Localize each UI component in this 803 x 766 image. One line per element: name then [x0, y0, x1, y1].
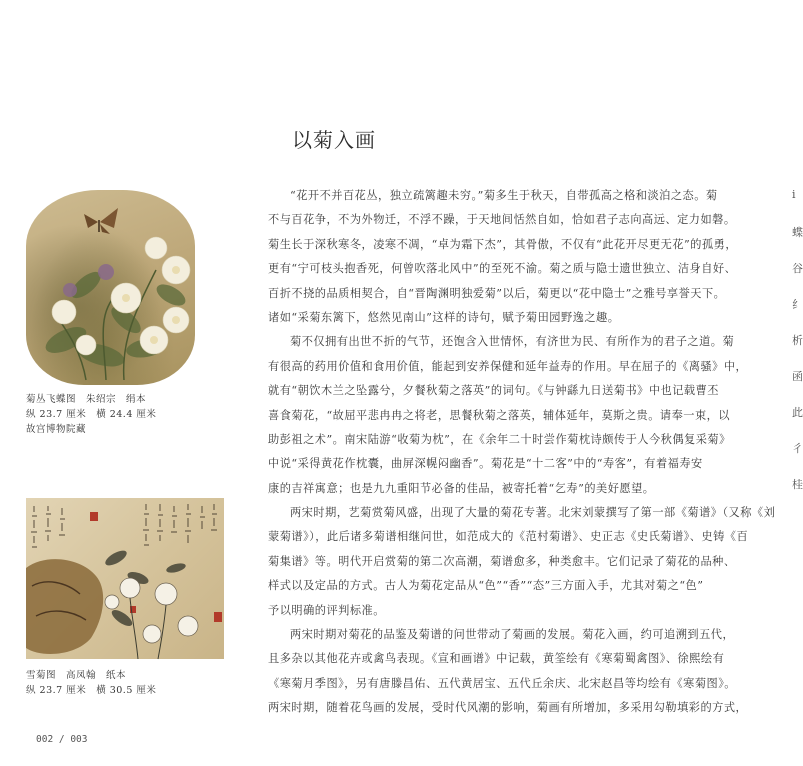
figure-caption — [26, 668, 156, 698]
text-line: 不与百花争，不为外物迁，不浮不躁，于天地间恬然自如，恰如君子志向高远、定力如磐。 — [268, 213, 736, 227]
edge-glyph: 桂 — [792, 478, 803, 491]
text-line: 两宋时期，艺菊赏菊风盛，出现了大量的菊花专著。北宋刘蒙撰写了第一部《菊谱》（又称《刘 — [290, 506, 776, 520]
text-line: 康的吉祥寓意；也是九九重阳节必备的佳品，被寄托着“乞寿”的美好愿望。 — [268, 481, 655, 495]
chrysanthemum-butterfly-painting — [26, 190, 195, 385]
caption-line: 菊丛飞蝶图 朱绍宗 绢本 — [26, 394, 147, 405]
edge-glyph: i — [792, 188, 796, 201]
text-line: 百折不挠的品质相契合，自“晋陶渊明独爱菊”以后，菊更以“花中隐士”之雅号享誉天下。 — [268, 286, 726, 300]
caption-line: 纵 23.7 厘米 横 30.5 厘米 — [26, 685, 157, 696]
figure-caption — [26, 392, 156, 437]
next-page-edge — [792, 188, 803, 668]
paragraph — [268, 623, 746, 721]
text-line: 且多杂以其他花卉或禽鸟表现。《宣和画谱》中记载，黄筌绘有《寒菊蜀禽图》、徐熙绘有 — [268, 652, 725, 666]
painting-artwork — [26, 190, 195, 385]
paragraph — [268, 330, 746, 501]
text-line: 助彭祖之术”。南宋陆游“收菊为枕”，在《余年二十时尝作菊枕诗颇传于人今秋偶复采菊》 — [268, 432, 731, 446]
text-line: 更有“宁可枝头抱香死，何曾吹落北风中”的至死不渝。菊之质与隐士遗世独立、洁身自好、 — [268, 262, 737, 276]
paragraph — [268, 501, 776, 623]
edge-glyph: 谷 — [792, 262, 803, 275]
edge-glyph: 纟 — [792, 298, 803, 311]
text-line: 就有“朝饮木兰之坠露兮，夕餐秋菊之落英”的词句。《与钟繇九日送菊书》中也记载曹丕 — [268, 384, 719, 398]
page-title: 以菊入画 — [292, 128, 376, 152]
paragraph — [268, 184, 746, 330]
text-line: 菊生长于深秋寒冬，凌寒不凋，“卓为霜下杰”，其骨傲，不仅有“此花开尽更无花”的孤勇， — [268, 237, 738, 251]
edge-glyph: 彳 — [792, 442, 803, 455]
text-line: 中说“采得黄花作枕囊，曲屏深幌闷幽香”。菊花是“十二客”中的“寿客”，有着福寿安 — [268, 457, 703, 471]
text-line: 《寒菊月季图》，另有唐滕昌佑、五代黄居宝、五代丘余庆、北宋赵昌等均绘有《寒菊图》。 — [268, 676, 736, 690]
article-body — [268, 184, 776, 721]
text-line: 菊集谱》等。明代开启赏菊的第二次高潮，菊谱愈多，种类愈丰。它们记录了菊花的品种、 — [268, 554, 736, 568]
edge-glyph: 此 — [792, 406, 803, 419]
page-number: 002 / 003 — [36, 734, 88, 745]
edge-glyph: 析 — [792, 334, 803, 347]
text-line: 蒙菊谱》），此后诸多菊谱相继问世，如范成大的《范村菊谱》、史正志《史氏菊谱》、史铸《百 — [268, 530, 749, 544]
text-line: 诸如“采菊东篱下，悠然见南山”这样的诗句，赋予菊田园野逸之趣。 — [268, 310, 620, 324]
edge-glyph: 函 — [792, 370, 803, 383]
text-line: 喜食菊花，“故屈平悲冉冉之将老，思餐秋菊之落英，辅体延年，莫斯之贵。请奉一束，以 — [268, 408, 731, 422]
caption-line: 雪菊图 高凤翰 纸本 — [26, 670, 127, 681]
text-line: 有很高的药用价值和食用价值，能起到安养保健和延年益寿的作用。早在屈子的《离骚》中， — [268, 359, 748, 373]
text-line: 样式以及定品的方式。古人为菊花定品从“色”“香”“态”三方面入手，尤其对菊之“色” — [268, 579, 704, 593]
caption-line: 纵 23.7 厘米 横 24.4 厘米 — [26, 409, 157, 420]
text-line: “花开不并百花丛，独立疏篱趣未穷。”菊多生于秋天，自带孤高之格和淡泊之态。菊 — [290, 189, 718, 202]
text-line: 菊不仅拥有出世不折的气节，还饱含入世情怀，有济世为民、有所作为的君子之道。菊 — [290, 335, 735, 349]
text-line: 两宋时期对菊花的品鉴及菊谱的问世带动了菊画的发展。菊花入画，约可追溯到五代， — [290, 628, 735, 642]
text-line: 两宋时期，随着花鸟画的发展，受时代风潮的影响，菊画有所增加，多采用勾勒填彩的方式， — [268, 701, 748, 715]
snow-chrysanthemum-painting — [26, 498, 224, 659]
caption-line: 故宫博物院藏 — [26, 424, 87, 435]
butterfly-icon — [84, 208, 118, 234]
painting-artwork — [26, 498, 224, 659]
edge-glyph: 蝶 — [792, 226, 803, 239]
text-line: 予以明确的评判标准。 — [268, 603, 385, 617]
